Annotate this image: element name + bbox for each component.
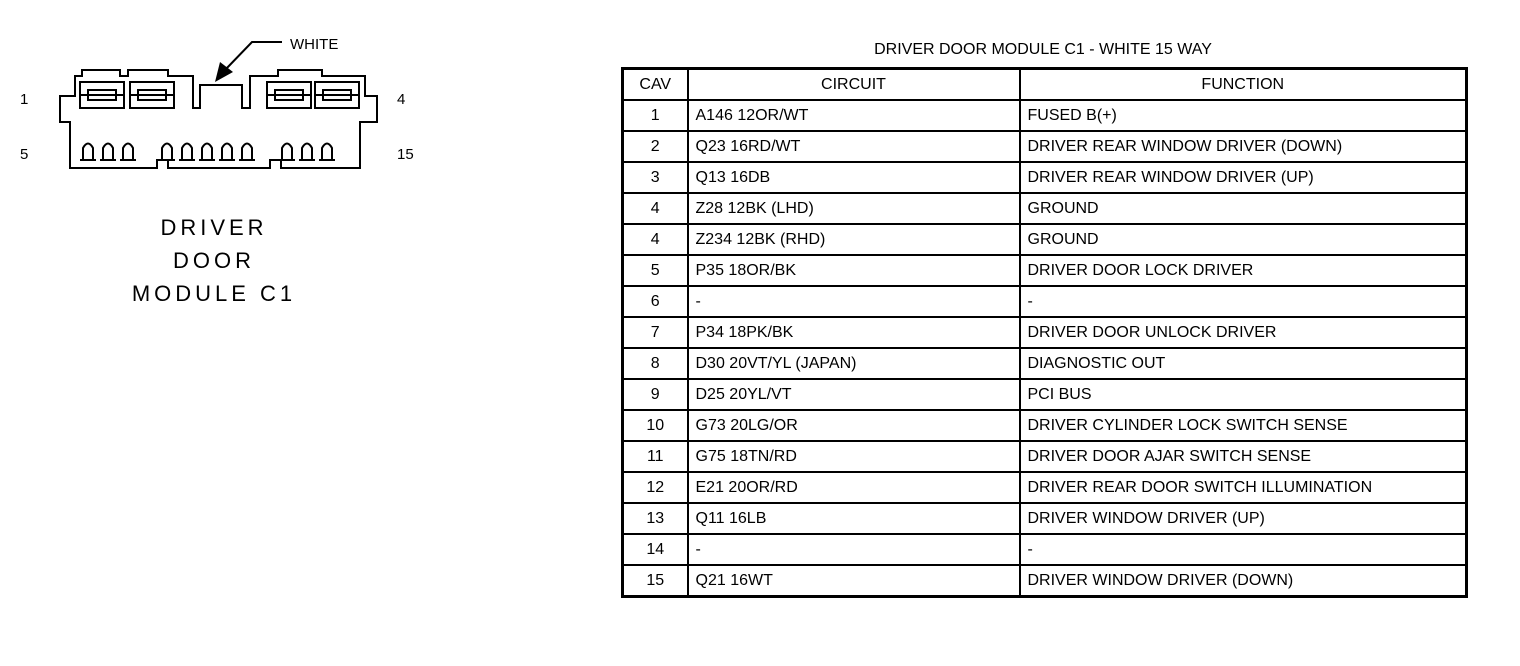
function-cell: FUSED B(+) (1020, 100, 1467, 131)
bottom-cavity (239, 144, 255, 161)
cav-cell: 4 (623, 224, 688, 255)
circuit-cell: Q23 16RD/WT (688, 131, 1020, 162)
table-row (623, 286, 1467, 317)
top-cavity (80, 82, 124, 108)
circuit-cell: Q21 16WT (688, 565, 1020, 597)
table-title: DRIVER DOOR MODULE C1 - WHITE 15 WAY (874, 41, 1212, 58)
cav-cell: 3 (623, 162, 688, 193)
top-cavity (130, 82, 174, 108)
bottom-cavity (159, 144, 175, 161)
table-row (623, 131, 1467, 162)
table-row (623, 348, 1467, 379)
cav-cell: 5 (623, 255, 688, 286)
function-cell: DRIVER DOOR LOCK DRIVER (1020, 255, 1467, 286)
connector-name-line-3: MODULE C1 (131, 281, 297, 306)
function-cell: PCI BUS (1020, 379, 1467, 410)
table-row (623, 565, 1467, 597)
bottom-cavity (80, 144, 96, 161)
connector-housing-outline (60, 70, 377, 168)
circuit-cell: G75 18TN/RD (688, 441, 1020, 472)
cav-cell: 13 (623, 503, 688, 534)
function-cell: DRIVER REAR WINDOW DRIVER (UP) (1020, 162, 1467, 193)
function-cell: DRIVER REAR WINDOW DRIVER (DOWN) (1020, 131, 1467, 162)
header-circuit: CIRCUIT (688, 69, 1020, 101)
circuit-cell: E21 20OR/RD (688, 472, 1020, 503)
circuit-cell: Z28 12BK (LHD) (688, 193, 1020, 224)
table-row (623, 472, 1467, 503)
pin-label-bottom-left: 5 (20, 146, 29, 163)
bottom-cavity (299, 144, 315, 161)
function-cell: - (1020, 286, 1467, 317)
function-cell: DRIVER REAR DOOR SWITCH ILLUMINATION (1020, 472, 1467, 503)
connector-name-line-2: DOOR (173, 248, 255, 273)
header-function: FUNCTION (1020, 69, 1467, 101)
function-cell: DRIVER CYLINDER LOCK SWITCH SENSE (1020, 410, 1467, 441)
cav-cell: 11 (623, 441, 688, 472)
table-row (623, 317, 1467, 348)
pinout-table (621, 67, 1468, 598)
circuit-cell: Q11 16LB (688, 503, 1020, 534)
connector-diagram (0, 0, 600, 320)
table-row (623, 410, 1467, 441)
bottom-cavity (199, 144, 215, 161)
circuit-cell: P35 18OR/BK (688, 255, 1020, 286)
circuit-cell: Z234 12BK (RHD) (688, 224, 1020, 255)
bottom-cavity (120, 144, 136, 161)
pin-label-top-left: 1 (20, 91, 29, 108)
cav-cell: 9 (623, 379, 688, 410)
table-row (623, 379, 1467, 410)
cav-cell: 7 (623, 317, 688, 348)
connector-name-line-1: DRIVER (160, 215, 268, 240)
bottom-cavity (179, 144, 195, 161)
table-row (623, 193, 1467, 224)
table-row (623, 503, 1467, 534)
table-row (623, 441, 1467, 472)
white-leader-line (225, 42, 282, 70)
bottom-cavity (219, 144, 235, 161)
function-cell: - (1020, 534, 1467, 565)
bottom-cavity (279, 144, 295, 161)
cav-cell: 1 (623, 100, 688, 131)
table-header-row (623, 69, 1467, 101)
circuit-cell: Q13 16DB (688, 162, 1020, 193)
pin-label-top-right: 4 (397, 91, 406, 108)
table-row (623, 100, 1467, 131)
function-cell: DRIVER DOOR AJAR SWITCH SENSE (1020, 441, 1467, 472)
header-cav: CAV (623, 69, 688, 101)
circuit-cell: A146 12OR/WT (688, 100, 1020, 131)
cav-cell: 8 (623, 348, 688, 379)
cav-cell: 15 (623, 565, 688, 597)
table-row (623, 224, 1467, 255)
table-row (623, 255, 1467, 286)
circuit-cell: - (688, 286, 1020, 317)
table-row (623, 162, 1467, 193)
bottom-cavity (319, 144, 335, 161)
function-cell: DRIVER DOOR UNLOCK DRIVER (1020, 317, 1467, 348)
circuit-cell: D25 20YL/VT (688, 379, 1020, 410)
cav-cell: 12 (623, 472, 688, 503)
circuit-cell: - (688, 534, 1020, 565)
circuit-cell: D30 20VT/YL (JAPAN) (688, 348, 1020, 379)
function-cell: GROUND (1020, 224, 1467, 255)
connector-color-label: WHITE (290, 36, 339, 53)
bottom-cavity-row (80, 144, 335, 161)
function-cell: GROUND (1020, 193, 1467, 224)
top-cavity (267, 82, 311, 108)
connector-name (110, 211, 318, 310)
cav-cell: 10 (623, 410, 688, 441)
cav-cell: 2 (623, 131, 688, 162)
circuit-cell: P34 18PK/BK (688, 317, 1020, 348)
cav-cell: 4 (623, 193, 688, 224)
function-cell: DRIVER WINDOW DRIVER (DOWN) (1020, 565, 1467, 597)
circuit-cell: G73 20LG/OR (688, 410, 1020, 441)
top-cavity (315, 82, 359, 108)
function-cell: DRIVER WINDOW DRIVER (UP) (1020, 503, 1467, 534)
function-cell: DIAGNOSTIC OUT (1020, 348, 1467, 379)
bottom-cavity (100, 144, 116, 161)
cav-cell: 14 (623, 534, 688, 565)
cav-cell: 6 (623, 286, 688, 317)
table-row (623, 534, 1467, 565)
pin-label-bottom-right: 15 (397, 146, 414, 163)
